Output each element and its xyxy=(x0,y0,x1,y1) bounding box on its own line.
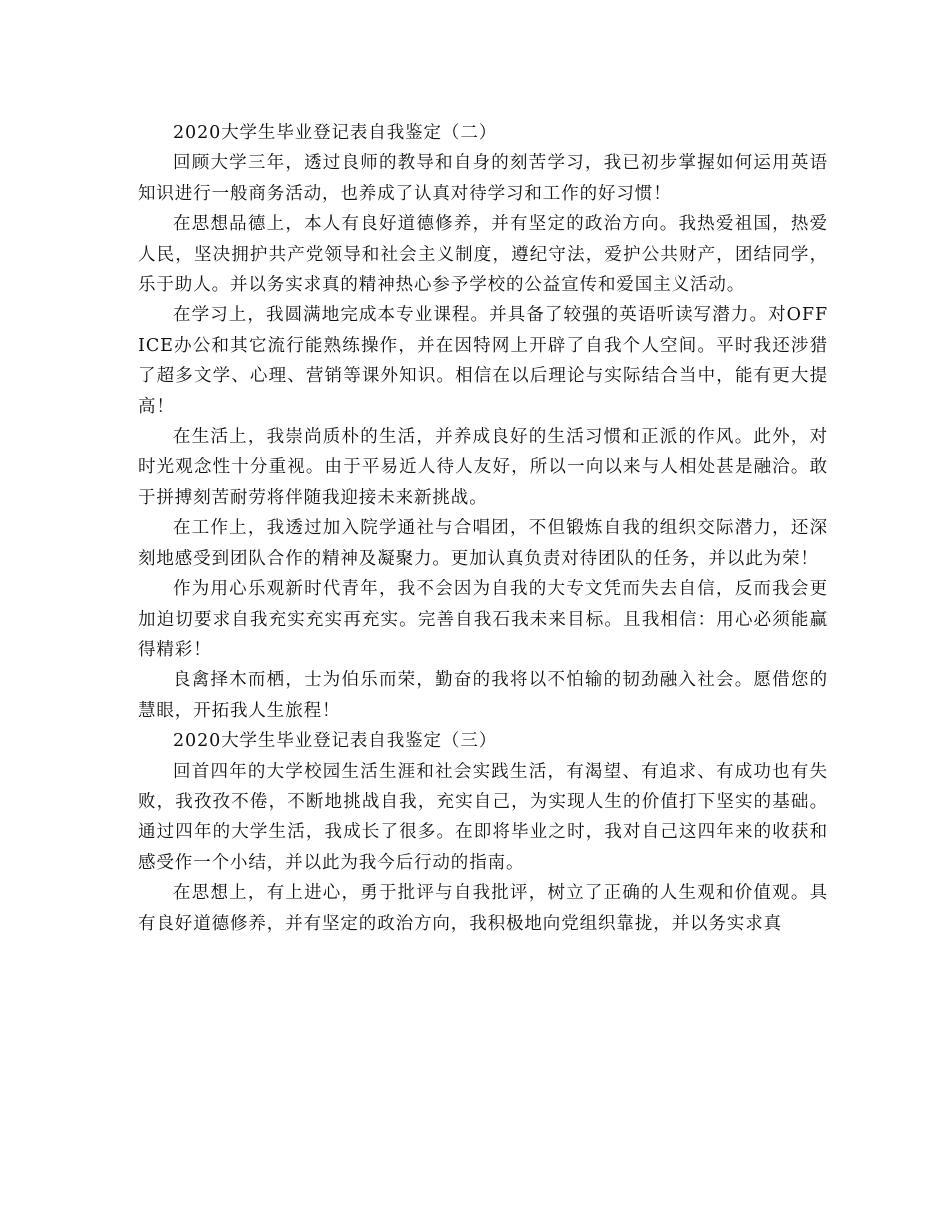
paragraph-review: 回顾大学三年，透过良师的教导和自身的刻苦学习，我已初步掌握如何运用英语知识进行一般商务活动，也养成了认真对待学习和工作的好习惯！ xyxy=(138,153,828,204)
paragraph-closing: 良禽择木而栖，士为伯乐而荣，勤奋的我将以不怕输的韧劲融入社会。愿借您的慧眼，开拓我人生旅程！ xyxy=(138,670,828,721)
section-heading-2: 2020大学生毕业登记表自我鉴定（二） xyxy=(173,123,498,143)
paragraph-ideology: 在思想品德上，本人有良好道德修养，并有坚定的政治方向。我热爱祖国，热爱人民，坚决拥护共产党领导和社会主义制度，遵纪守法，爱护公共财产，团结同学，乐于助人。并以务实求真的精神热心参予学校的公益宣传和爱国主义活动。 xyxy=(138,214,828,296)
paragraph-confidence: 作为用心乐观新时代青年，我不会因为自我的大专文凭而失去自信，反而我会更加迫切要求自我充实充实再充实。完善自我石我未来目标。且我相信：用心必须能赢得精彩！ xyxy=(138,579,828,660)
document-body xyxy=(138,118,828,939)
paragraph-work: 在工作上，我透过加入院学通社与合唱团，不但锻炼自我的组织交际潜力，还深刻地感受到团队合作的精神及凝聚力。更加认真负责对待团队的任务，并以此为荣！ xyxy=(138,518,828,569)
paragraph-four-years: 回首四年的大学校园生活生涯和社会实践生活，有渴望、有追求、有成功也有失败，我孜孜不倦，不断地挑战自我，充实自己，为实现人生的价值打下坚实的基础。通过四年的大学生活，我成长了很多。在即将毕业之时，我对自己这四年来的收获和感受作一个小结，并以此为我今后行动的指南。 xyxy=(138,761,828,873)
paragraph-life: 在生活上，我崇尚质朴的生活，并养成良好的生活习惯和正派的作风。此外，对时光观念性十分重视。由于平易近人待人友好，所以一向以来与人相处甚是融洽。敢于拼搏刻苦耐劳将伴随我迎接未来新挑战。 xyxy=(138,427,828,508)
section-heading-3: 2020大学生毕业登记表自我鉴定（三） xyxy=(173,731,498,752)
paragraph-thought: 在思想上，有上进心，勇于批评与自我批评，树立了正确的人生观和价值观。具有良好道德修养，并有坚定的政治方向，我积极地向党组织靠拢，并以务实求真 xyxy=(138,883,828,934)
paragraph-study: 在学习上，我圆满地完成本专业课程。并具备了较强的英语听读写潜力。对OFFICE办公和其它流行能熟练操作，并在因特网上开辟了自我个人空间。平时我还涉猎了超多文学、心理、营销等课外知识。相信在以后理论与实际结合当中，能有更大提高！ xyxy=(138,305,828,417)
